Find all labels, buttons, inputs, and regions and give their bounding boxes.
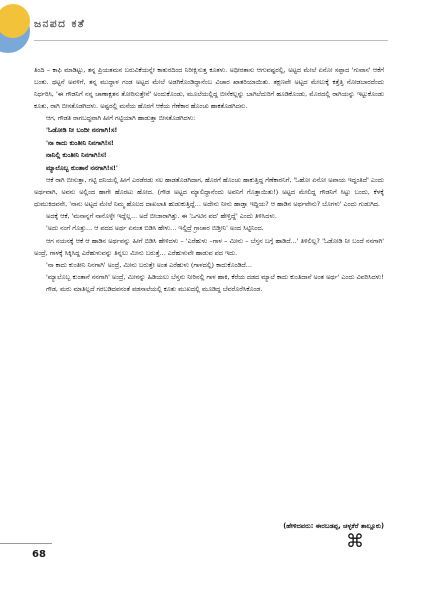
- paragraph: ತಿಂದಿ – ಕಾಫಿ ಮಾಡಿಟ್ಟು, ತನ್ನ ಪ್ರಿಯತಮನ ಬರುವಿಕೆಯನ್ನೇ ಕಾತುರದಿಂದ ನಿರೀಕ್ಷಿಸುತ್ತ ಕೂತಳು. ಅಧೀರತಾಸು ಆಗುವಷ್ಟರಲ್ಲಿ, ಅಟ್ಟದ ಮೇಲೆ ಏನೋ ಸಪ್ಪಾದ 'ಗುವಾಸ' ಆಕೆಗೆ ಬಂತು. ಥಟ್ಟನೆ ಅವಳಿಗೆ, ತನ್ನ ಮುದ್ದಾಳ ಗಂಡ ಅಟ್ಟದ ಮೇಲೆ ಅಡಗಿಕೊಂಡಿದ್ದಾನೆಂಬ ವಿಚಾರ ಖಾತರಿಯಾಯಿತು. ತಕ್ಷಣವೇ ಅಟ್ಟದ ಮೇಲುಕ್ಕೆ ಕತ್ತೆತ್ತಿ ನೋಡಬಾರದೆಂದು ನಿರ್ಧರಿಸಿ, 'ಈ ಗೌಡನಿಗೆ ನನ್ನ ಚಾಣಾಕ್ಷತನ ತೋರಿಸುತ್ತೇನೆ' ಅಂದುಕೊಂಡು, ಮೂಲೆಯಲ್ಲಿದ್ದ ಬೀಸೆಕಲ್ಲನ್ನು ಬಾಗಿಲೆದುರಿಗೆ ಹೂಡಿಕೊಂಡು, ಮೊರದಲ್ಲಿ ರಾಗಿಯನ್ನು ಇಟ್ಟುಕೊಂಡು ಕೂತು, ರಾಗಿ ಬೀಸತೊಡಗಿದಳು. ಅಷ್ಟರಲ್ಲಿ ಮನೆಯ ಹೊರಗೆ ಆಕೆಯ ಗೆಣೆಕಾರ ಹೊಂಚು ಹಾಕತೊಡಗಿದನು.: [34, 66, 384, 111]
- song-verse: [34, 124, 384, 174]
- paragraph: 'ನಾ ಕಾದು ಕುಂತೀನಿ ನಿನಗಾಗಿ' ಅಂದ್ರೆ, ಮೀನು ಬರುತ್ತೇ ಅಂತ ಎರೆಹುಳು (ಗಾಳದಲ್ಲಿ) ಕಾದುಕೊಂಡಿದೆ...: [46, 260, 252, 269]
- verse-line: ಮ್ಯಾಲೊಬ್ಬ ಕುಂತಾನೆ ನನಗಾಗಿ!ಸ!': [46, 163, 118, 172]
- end-mark-icon: ⌘: [346, 531, 364, 552]
- verse-line: 'ನಾ ಕಾದು ಕುಂತೀನಿ ನಿನಗಾಗಿ!ಸ!: [46, 138, 114, 147]
- story-attribution: (ಹೇಳಿದವರು: ಈರಬಡಪ್ಪ, ಚಳ್ಳಕೆರೆ ತಾಲ್ಲೂಕು): [283, 522, 384, 530]
- paragraph: 'ಮ್ಯಾಲೊಬ್ಬ ಕುಂತಾನೆ ನನಗಾಗಿ' ಅಂದ್ರೆ, ಮೀನನ್ನು ಹಿಡಿಯಲು ಬೆಸ್ತನು ನೀರಿನಲ್ಲಿ ಗಾಳ ಹಾಕಿ, ಕೆರೆಯ ದಡದ ಮ್ಯಾಲೆ ಕಾದು ಕುಂತಿದಾನೆ ಅಂತ ಅರ್ಥ' ಎಂದು ವಿವರಿಸಿದಳು!: [46, 272, 384, 281]
- header-divider: [34, 40, 388, 41]
- footer-divider: [0, 543, 52, 544]
- paragraph: 'ಅದು ನಂಗೆ ಗೊತ್ತು... ಆ ಪದದ ಅರ್ಥ ಏನಂತ ಬಿಡಿಸಿ ಹೇಳು... ಇಲ್ದಿದ್ರೆ ಗ್ರಾಚಾರ ಬಿಡ್ತೀನಿ' ಅಂದ ಸಿಟ್ಟಿನಿಂದ.: [46, 224, 264, 233]
- verse-line: ನಾನಿಲ್ಲಿ ಕುಂತೀನಿ ನಿನಗಾಗಿ!ಸ!: [46, 151, 107, 160]
- section-title: ಜನಪದ ಕತೆ: [34, 18, 86, 30]
- paragraph: ಗೌಡ, ಮರು ಮಾತಿಲ್ಲದೆ ಗರಬಡಿದವನಂತೆ ಪಡಸಾಲೆಯಲ್ಲಿ ಕೂತು ಮುಖದಲ್ಲಿ ಮೂಡಿದ್ದ ಬೆವರೊರೆಸಿಕೊಂಡ.: [46, 284, 263, 293]
- paragraph: ಆಗ, ಗೌಡತಿ ರಾಗಬದ್ಧವಾಗಿ ಹೀಗೆ ಗಟ್ಟಿಯಾಗಿ ಹಾಡುತ್ತಾ ಬೀಸತೊಡಗಿದಳು:: [46, 114, 196, 123]
- story-body: [34, 64, 384, 295]
- paragraph: ಅದಕ್ಕೆ ಆಕೆ, 'ಮನಾನ್ನಗೆ ನಾನೊಳ್ಳೇ ಇದ್ದೆಲ್ಲ... ಅದೆ ಬೀಜಾರಾಗಿತ್ತು. ಈ 'ಒಗಟಿನ ಪದ' ಹೇಳ್ತಿದ್ದೆ' ಎಂದು ತಿಳಿಸಿದಳು.: [46, 212, 277, 221]
- paragraph: ಆಗ ನಯನಕ್ಕೆ ಆಕೆ ಆ ಹಾಡಿನ ಅರ್ಥವನ್ನು ಹೀಗೆ ಬಿಡಿಸಿ ಹೇಳಿದಳು – 'ಎರೆಹುಳು –ಗಾಳ – ಮೀನು – ಬೆಸ್ತನ ಬಗ್ಗೆ ಹಾಡಿದೆ...' ತಿಳಿಲಿಲ್ಲ? 'ಓಡೋಡಿ ನೀ ಬಂದೆ ನನಗಾಗಿ' ಅಂದ್ರೆ, ಗಾಳಕ್ಕೆ ಸಿಕ್ಕಿಸಿದ್ದ ಎರೆಹುಳುವನ್ನು ತಿನ್ನಲು ಮೀನು ಬರುತ್ತೆ... ಎರೆಹುಳುವೇ ಹಾಡುವ ಪದ ಇದು.: [34, 236, 384, 257]
- verse-line: 'ಓಡೋಡಿ ನೀ ಬಂದೀ ನನಗಾಗಿ!ಸ!: [46, 126, 118, 135]
- paragraph: ಆಕೆ ರಾಗಿ ಬೀಸುತ್ತಾ, ಗಟ್ಟಿ ದನಿಯಲ್ಲಿ ಹೀಗೆ ಎರಡೆರಡು ಸಲ ಹಾಡತೊಡಗಿದಾಗ, ಹೊರಗೆ ಹೊಂಚು ಹಾಕುತ್ತಿದ್ದ ಗೆಣೆಕಾರನಿಗೆ, 'ಓಹೋ ಏನೋ ಅಪಾಯ ಇದ್ದಂತಿದೆ' ಎಂದು ಅರ್ಥವಾಗಿ, ಅವನು ಅಲ್ಲಿಂದ ಹಾಗೇ ಹೊರಟು ಹೋದ. (ಗೌಡ ಅಟ್ಟದ ಮ್ಯಾಲಿದ್ದಾನೆಂದು ಅವನಿಗೆ ಗೊತ್ತಾಯಿತು!) ಅಟ್ಟದ ಮೇಲಿದ್ದ ಗೌಡನಿಗೆ ಸಿಟ್ಟು ಬಂದು, ಕೆಳಕ್ಕೆ ಧುಮುಕಿದವನೇ, 'ನಾನು ಅಟ್ಟದ ಮೇಲೆ ನಿಮ್ಮ ಹೊಲದ ದಾಖಲಾತಿ ಹುಡುಕುತ್ತಿದ್ದೆ... ಅದೇನು ನೀನು ಹಾಡ್ತಾ ಇದ್ದಿಯ? ಆ ಹಾಡಿನ ಅರ್ಥವೇನು? ಬೊಗಳು' ಎಂದು ಗುಡುಗಿದ.: [34, 176, 384, 209]
- page-number: 68: [32, 549, 46, 560]
